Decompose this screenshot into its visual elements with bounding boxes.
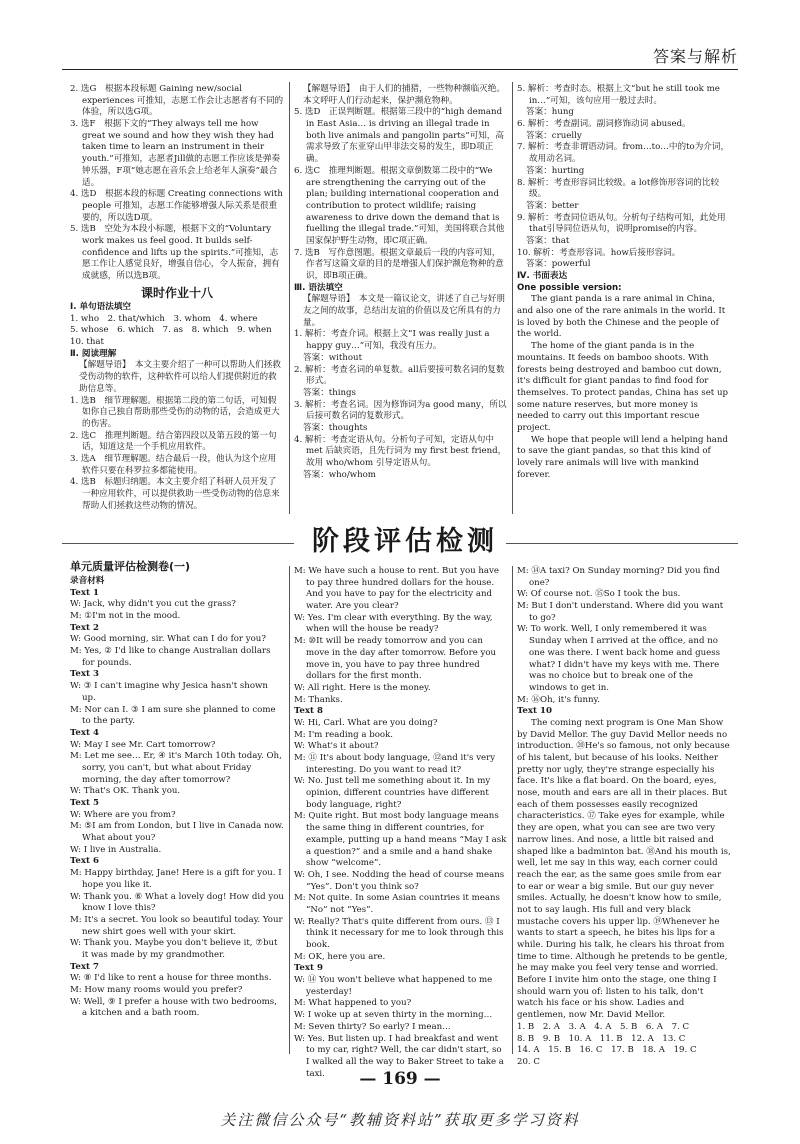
answer-line: 1. who 2. that/which 3. whom 4. where: [70, 313, 258, 324]
answer-item: 9. 解析：考查同位语从句。分析句子结构可知，此处用that引导同位语从句，说明promise的内容。: [517, 212, 726, 235]
transcript-label: 录音材料: [70, 575, 105, 586]
transcript-heading: Text 6: [70, 856, 99, 867]
answer-row: 14. A 15. B 16. C 17. B 18. A 19. C: [517, 1045, 697, 1056]
transcript-line: W: I live in Australia.: [70, 844, 162, 855]
answer-value: 答案：hurting: [526, 165, 585, 176]
part-heading: Ⅳ. 书面表达: [517, 271, 568, 281]
answer-item: 4. 选D 根据本段的标题 Creating connections with people 可推知，志愿工作能够增强人际关系是很重要的，所以选D项。: [70, 189, 283, 223]
answer-item: 5. 选B 空处为本段小标题，根据下文的“Voluntary work makes us feel good. It builds self-confidence and lifts up the spirits.”可推知，志愿工作让人感觉良好，增强自信心，令人振奋，拥有成就感，所以选B项。: [70, 224, 280, 281]
answer-item: 4. 选B 标题归纳题。本文主要介绍了科研人员开发了一种应用软件，可以提供救助一些受伤动物的信息来帮助人们拯救这些动物的情况。: [70, 477, 280, 511]
answer-value: 答案：thoughts: [303, 422, 368, 433]
bottom-left-column: [70, 558, 284, 1054]
part-heading: Ⅰ. 单句语法填空: [70, 302, 132, 312]
answer-item: 2. 选G 根据本段标题 Gaining new/social experiences 可推知，志愿工作会让志愿者有不同的体验，所以选G项。: [70, 84, 284, 118]
transcript-line: W: Oh, I see. Nodding the head of course means “Yes”. Don't you think so?: [294, 869, 505, 892]
transcript-line: M: ⑪ It's about body language, ⑫and it's very interesting. Do you want to read it?: [294, 753, 496, 775]
page-header: [62, 40, 738, 70]
transcript-line: M: Not quite. In some Asian countries it means “No” not “Yes”.: [294, 893, 500, 915]
essay-paragraph: We hope that people will lend a helping hand to save the giant pandas, so that this kind of lovely rare animals will live with mankind forever.: [517, 434, 728, 480]
answer-value: 答案：that: [526, 235, 570, 246]
top-middle-column: [294, 84, 507, 524]
transcript-list: [294, 566, 507, 1080]
answer-value: 答案：hung: [526, 107, 574, 118]
answer-row: 20. C: [517, 1056, 540, 1067]
top-left-column: [70, 84, 284, 524]
transcript-line: W: May I see Mr. Cart tomorrow?: [70, 739, 216, 750]
transcript-line: M: Nor can I. ③ I am sure she planned to come to the party.: [70, 704, 276, 727]
transcript-line: W: Hi, Carl. What are you doing?: [294, 717, 438, 728]
transcript-line: M: Seven thirty? So early? I mean…: [294, 1021, 451, 1032]
transcript-line: W: Thank you. ⑥ What a lovely dog! How did you know I love this?: [70, 891, 284, 914]
transcript-heading: Text 4: [70, 727, 99, 738]
transcript-line: M: ⑯Oh, it's funny.: [517, 694, 600, 705]
answer-item: 2. 解析：考查名词的单复数。all后要接可数名词的复数形式。: [294, 364, 505, 387]
answer-value: 答案：who/whom: [303, 469, 376, 480]
reading-guide: 【解题导语】 由于人们的捕猎，一些物种濒临灭绝。本文呼吁人们行动起来，保护濒危物种。: [303, 84, 505, 106]
essay-paragraph: The home of the giant panda is in the mountains. It feeds on bamboo shoots. With forests being destroyed and bamboo cut down, it's difficult for giant pandas to find food for themselves. To protect pandas, China has set up some nature reserves, but more money is needed to carry out this important rescue project.: [517, 341, 728, 433]
transcript-line: M: But I don't understand. Where did you want to go?: [517, 601, 724, 623]
transcript-line: W: Well, ⑨ I prefer a house with two bedrooms, a kitchen and a bath room.: [70, 996, 277, 1019]
transcript-line: W: ⑧ I'd like to rent a house for three months.: [70, 973, 272, 984]
transcript-line: W: Really? That's quite different from ours. ⑬ I think it necessary for me to look through this book.: [294, 916, 504, 950]
transcript-heading: Text 2: [70, 622, 99, 633]
answer-item: 3. 解析：考查名词。因为修饰词为a good many，所以后接可数名词的复数形式。: [294, 399, 507, 422]
bottom-right-column: [517, 566, 731, 1067]
transcript-line: W: ③ I can't imagine why Jesica hasn't shown up.: [70, 681, 268, 703]
answer-item: 3. 选A 细节理解题。结合最后一段，他认为这个应用软件只要在科罗拉多都能使用。: [70, 453, 277, 476]
column-divider: [289, 82, 290, 514]
transcript-heading: Text 10: [517, 706, 552, 717]
transcript-list: [517, 566, 731, 718]
answer-item: 4. 解析：考查定语从句。分析句子可知，定语从句中 met 后缺宾语，且先行词为 my first best friend，故用 who/whom 引导定语从句。: [294, 434, 507, 468]
transcript-line: W: No. Just tell me something about it. In my opinion, different countries have different body language, right?: [294, 776, 491, 810]
transcript-line: M: Thanks.: [294, 694, 343, 705]
column-divider: [289, 566, 290, 1054]
page-number: — 169 —: [359, 1069, 441, 1089]
text10-passage: The coming next program is One Man Show by David Mellor. The guy David Mellor needs no introduction. ⑳He's so famous, not only because of his talent, but because of his looks. Neither pretty nor ugly, they're strange especially his face. It's like a flat board. On the board, eyes, nose, mouth and ears are all in their places. But each of them possesses easily recognized characteristics. ⑰ Take eyes for example, while they are open, what you can see are two very narrow lines. And nose, a little bit raised and shaped like a badminton bat. ⑱And his mouth is, well, let me say in this way, each corner could reach the ear, as the same goes smile from ear to ear or wear a big smile. But our guy never smiles. Actually, he doesn't know how to smile, not to say laugh. His full and very black mustache covers his upper lip. ⑲Whenever he wants to start a speech, he bites his lips for a while. During his talk, he clears his throat from time to time. Although he pretends to be gentle, he may make you feel very tense and worried. Before I invite him onto the stage, one thing I should warn you of: listen to his talk, don't watch his face or his show. Ladies and gentlemen, now Mr. David Mellor.: [517, 717, 731, 1021]
transcript-line: M: Yes, ② I'd like to change Australian dollars for pounds.: [70, 646, 271, 668]
transcript-line: W: Of course not. ⑮So I took the bus.: [517, 589, 681, 600]
answer-item: 10. 解析：考查形容词。how后接形容词。: [517, 247, 681, 258]
transcript-line: W: What's it about?: [294, 741, 379, 752]
transcript-line: W: Good morning, sir. What can I do for you?: [70, 634, 266, 645]
answer-item: 7. 解析：考查非谓语动词。from…to…中的to为介词，故用动名词。: [517, 142, 730, 165]
transcript-line: M: It's a secret. You look so beautiful today. Your new shirt goes well with your skirt.: [70, 914, 283, 937]
answer-value: 答案：without: [303, 352, 363, 363]
sample-essay: [517, 294, 731, 481]
footer-watermark: 关注微信公众号“教辅资料站”获取更多学习资料: [220, 1111, 580, 1129]
transcript-line: W: To work. Well, I only remembered it was Sunday when I arrived at the office, and no one was there. I went back home and guess what? I didn't have my keys with me. There was no choice but to break one of the windows to get in.: [517, 624, 721, 693]
transcript-line: M: ⑤I am from London, but I live in Canada now. What about you?: [70, 821, 284, 844]
reading-guide: 【解题导语】 本文是一篇议论文，讲述了自己与好朋友之间的故事，总结出友谊的价值以及它所具有的力量。: [303, 294, 505, 328]
answer-item: 7. 选B 写作意图题。根据文章最后一段的内容可知，作者写这篇文章的目的是增强人们保护濒危物种的意识，即B项正确。: [294, 247, 504, 281]
answer-item: 1. 选B 细节理解题。根据第二段的第二句话，可知假如你自己独自帮助那些受伤的动物的话，会造成更大的伤害。: [70, 395, 280, 429]
answer-value: 答案：things: [303, 387, 356, 398]
homework-title: 课时作业十八: [140, 285, 213, 300]
transcript-line: W: Yes. But listen up. I had breakfast and went to my car, right? Well, the car didn't start, so I walked all the way to Baker Street to take a taxi.: [294, 1033, 504, 1079]
answer-line: 5. whose 6. which 7. as 8. which 9. when: [70, 325, 272, 336]
transcript-line: W: ⑭ You won't believe what happened to me yesterday!: [294, 975, 493, 997]
top-right-column: [517, 84, 731, 524]
transcript-line: M: Quite right. But most body language means the same thing in different countries, for example, putting up a hand means “May I ask a question?” and a smile and a hand shake show “welcome”.: [294, 811, 507, 869]
section-title: 阶段评估检测: [312, 526, 498, 557]
transcript-heading: Text 5: [70, 798, 99, 809]
transcript-line: W: That's OK. Thank you.: [70, 786, 181, 797]
transcript-line: M: What happened to you?: [294, 998, 412, 1009]
answer-item: 6. 解析：考查副词。副词修饰动词 abused。: [517, 119, 691, 130]
answer-row: 1. B 2. A 3. A 4. A 5. B 6. A 7. C: [517, 1021, 690, 1032]
transcript-line: W: I woke up at seven thirty in the morning…: [294, 1010, 493, 1021]
part-heading: Ⅲ. 语法填空: [294, 282, 343, 293]
part-heading: Ⅱ. 阅读理解: [70, 348, 117, 359]
answer-value: 答案：cruelly: [526, 130, 582, 141]
transcript-line: W: Yes. I'm clear with everything. By the way, when will the house be ready?: [294, 612, 493, 635]
answer-line: 10. that: [70, 337, 104, 348]
column-divider: [512, 82, 513, 514]
answer-item: 1. 解析：考查介词。根据上文“I was really just a happy guy…”可知，我没有压力。: [294, 329, 490, 352]
answer-item: 5. 解析：考查时态。根据上文“but he still took me in…”可知，该句应用一般过去时。: [517, 84, 720, 106]
answer-item: 2. 选C 推理判断题。结合第四段以及第五段的第一句话，知道这是一个手机应用软件。: [70, 430, 277, 453]
answer-value: 答案：powerful: [526, 259, 591, 270]
title-rule-right: [506, 543, 738, 544]
transcript-line: W: All right. Here is the money.: [294, 682, 431, 693]
reading-guide: 【解题导语】 本文主要介绍了一种可以帮助人们拯救受伤动物的软件，这种软件可以给人们提供附近的救助信息等。: [79, 360, 281, 394]
transcript-line: M: ⑭A taxi? On Sunday morning? Did you find one?: [517, 566, 720, 588]
answer-row: 8. B 9. B 10. A 11. B 12. A 13. C: [517, 1033, 686, 1044]
transcript-line: M: How many rooms would you prefer?: [70, 985, 243, 996]
answer-item: 3. 选F 根据下文的“They always tell me how great we sound and how they wish they had taken time to learn an instrument in their youth.”可推知，志愿者Jill做的志愿工作应该是弹奏钟乐器，F项“她志愿在音乐会上给老年人演奏”最合适。: [70, 119, 281, 188]
transcript-line: M: We have such a house to rent. But you have to pay three hundred dollars for the house. And you have to pay for the electricity and water. Are you clear?: [294, 566, 499, 612]
transcript-line: M: ①I'm not in the mood.: [70, 611, 181, 622]
transcript-heading: Text 3: [70, 669, 99, 680]
transcript-heading: Text 9: [294, 963, 323, 974]
column-divider: [512, 566, 513, 1054]
title-rule-left: [62, 543, 294, 544]
transcript-line: M: Happy birthday, Jane! Here is a gift for you. I hope you like it.: [70, 868, 282, 890]
transcript-line: M: I'm reading a book.: [294, 729, 394, 740]
version-label: One possible version:: [517, 282, 622, 293]
transcript-line: M: OK, here you are.: [294, 951, 386, 962]
transcript-line: W: Jack, why didn't you cut the grass?: [70, 599, 236, 610]
unit-test-title: 单元质量评估检测卷(一): [70, 560, 191, 573]
transcript-line: W: Where are you from?: [70, 809, 176, 820]
answer-item: 8. 解析：考查形容词比较级。a lot修饰形容词的比较级。: [517, 177, 720, 200]
transcript-heading: Text 1: [70, 587, 99, 598]
transcript-heading: Text 8: [294, 706, 323, 717]
header-title: 答案与解析: [652, 47, 738, 66]
transcript-list: [70, 588, 284, 1020]
transcript-line: M: ⑩It will be ready tomorrow and you can move in the day after tomorrow. Before you move in, you have to pay three hundred dollars for the first month.: [294, 636, 497, 682]
answer-value: 答案：better: [526, 200, 579, 211]
answer-item: 5. 选D 正误判断题。根据第三段中的“high demand in East Asia… is driving an illegal trade in both live animals and pangolin parts”可知，高需求导致了东亚穿山甲非法交易的发生，即D项正确。: [294, 107, 504, 165]
essay-paragraph: The giant panda is a rare animal in China, and also one of the rare animals in the world. It is loved by both the Chinese and the people of the world.: [517, 294, 726, 340]
transcript-line: W: Thank you. Maybe you don't believe it, ⑦but it was made by my grandmother.: [70, 938, 278, 960]
transcript-line: M: Let me see… Er, ④ it's March 10th today. Oh, sorry, you can't, but what about Friday morning, the day after tomorrow?: [70, 751, 282, 785]
answer-item: 6. 选C 推理判断题。根据文章倒数第二段中的“We are strengthening the carrying out of the plan; building international cooperation and contribution to protect wildlife; raising awareness to drive down the demand that is fuelling the illegal trade.”可知，美国将联合其他国家保护野生动物，即C项正确。: [294, 165, 505, 246]
transcript-heading: Text 7: [70, 961, 99, 972]
